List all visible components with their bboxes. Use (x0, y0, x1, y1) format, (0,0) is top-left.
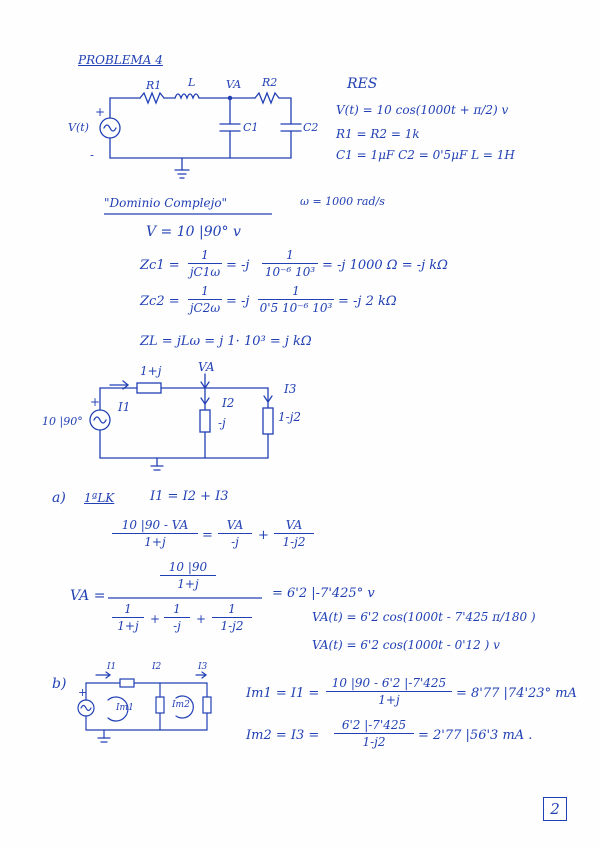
im1-fraction: 10 |90 - 6'2 |-7'425 1+j (326, 676, 452, 707)
zc1-mid: = -j (226, 258, 250, 273)
im2-fraction: 6'2 |-7'425 1-j2 (334, 718, 414, 749)
plus-operator-1: + (258, 528, 269, 543)
r2-label: R2 (262, 76, 278, 89)
kcl-label: 1ªLK (84, 491, 115, 505)
i3-label: I3 (284, 382, 297, 396)
eq-right-fraction: VA 1-j2 (274, 518, 314, 549)
z2-label: -j (218, 416, 226, 430)
minus-sign: - (90, 148, 95, 162)
eq-left-fraction: 10 |90 - VA 1+j (112, 518, 198, 549)
problem-title: PROBLEMA 4 (78, 53, 163, 67)
zc2-fraction-1: 1 jC2ω (189, 284, 221, 315)
z3-label: 1-j2 (278, 410, 302, 424)
plus-operator-2: + (150, 612, 161, 626)
va-numerator: 10 |90 1+j (160, 560, 216, 591)
zc2-mid: = -j (226, 294, 250, 309)
im2-result: = 2'77 |56'3 mA . (418, 728, 533, 743)
im1-result: = 8'77 |74'23° mA (456, 686, 577, 701)
zc2-fraction-2: 1 0'5 10⁻⁶ 10³ (259, 284, 333, 315)
b-i3-label: I3 (198, 662, 208, 672)
va-label-2: VA (198, 360, 215, 374)
va-denominator-term-3: 1 1-j2 (212, 602, 252, 633)
va-denominator-term-1: 1 1+j (112, 602, 144, 633)
va-denominator-term-2: 1 -j (164, 602, 190, 633)
zc1-fraction-1: 1 jC1ω (189, 248, 221, 279)
v-phasor: V = 10 |90° v (146, 224, 241, 240)
im2-lhs: Im2 = I3 = (246, 728, 320, 743)
zc1-rhs: = -j 1000 Ω = -j kΩ (322, 258, 448, 273)
b-i2-label: I2 (152, 662, 162, 672)
part-a-label: a) (52, 490, 66, 506)
r1-label: R1 (146, 79, 162, 92)
b-i1-label: I1 (107, 662, 117, 672)
c1-label: C1 (243, 121, 259, 134)
c2-label: C2 (303, 121, 319, 134)
mesh-2-label: Im2 (172, 700, 190, 710)
res-resistors: R1 = R2 = 1k (336, 127, 420, 141)
plus-sign: + (95, 105, 106, 119)
complex-heading: "Dominio Complejo" (104, 196, 228, 210)
source-phasor-label: 10 |90° (42, 415, 83, 428)
va-time-2: VA(t) = 6'2 cos(1000t - 0'12 ) v (312, 638, 500, 652)
part-b-label: b) (52, 676, 67, 692)
source-label: V(t) (68, 121, 89, 134)
res-voltage: V(t) = 10 cos(1000t + π/2) v (336, 103, 509, 117)
omega-value: ω = 1000 rad/s (300, 195, 385, 208)
va-time-1: VA(t) = 6'2 cos(1000t - 7'425 π/180 ) (312, 610, 536, 624)
equals-sign-1: = (202, 528, 213, 543)
zc1-fraction-2: 1 10⁻⁶ 10³ (262, 248, 318, 279)
mesh-1-label: Im1 (116, 703, 134, 713)
va-label: VA (226, 78, 242, 91)
eq-mid-fraction: VA -j (218, 518, 252, 549)
va-lhs: VA = (70, 588, 106, 604)
plus-sign-2: + (90, 395, 101, 409)
kcl-equation: I1 = I2 + I3 (150, 489, 229, 504)
zl-equation: ZL = jLω = j 1· 10³ = j kΩ (140, 334, 312, 349)
va-result: = 6'2 |-7'425° v (272, 586, 375, 601)
plus-sign-3: + (78, 686, 88, 699)
i1-label: I1 (118, 400, 131, 414)
z1-label: 1+j (140, 364, 162, 378)
res-heading: RES (347, 76, 378, 92)
zc2-lhs: Zc2 = (140, 294, 180, 309)
plus-operator-3: + (196, 612, 207, 626)
l-label: L (188, 76, 196, 89)
i2-label: I2 (222, 396, 235, 410)
page-number: 2 (543, 797, 567, 821)
res-components: C1 = 1μF C2 = 0'5μF L = 1H (336, 148, 515, 162)
im1-lhs: Im1 = I1 = (246, 686, 320, 701)
zc1-lhs: Zc1 = (140, 258, 180, 273)
zc2-rhs: = -j 2 kΩ (338, 294, 397, 309)
